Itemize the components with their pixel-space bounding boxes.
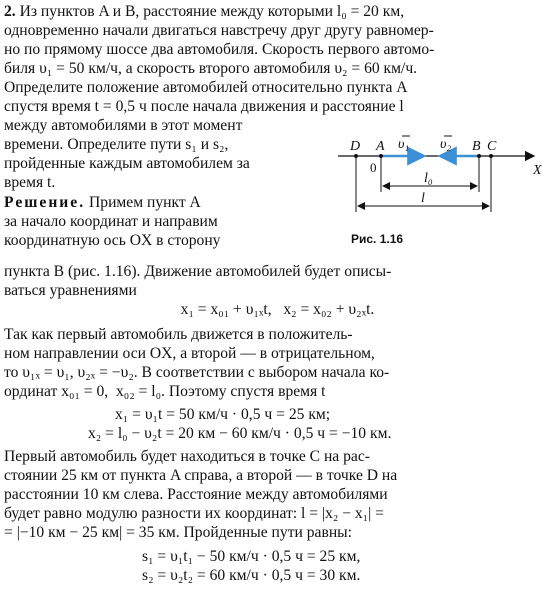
solution-line: ваться уравнениями [4,282,137,299]
label-d: D [350,139,361,154]
equation-motion: x₁ = x₀₁ + υ₁ₓt, x₂ = x₀₂ + υ₂ₓt. [180,301,375,318]
solution-line: пункта B (рис. 1.16). Движение автомобилей будет описы- [4,263,392,280]
solution-line: то υ₁ₓ = υ₁, υ₂ₓ = −υ₂. В соответствии с выбором начала ко- [4,364,390,381]
label-c: C [487,139,497,154]
problem-text: Из пунктов A и B, расстояние между которыми l₀ = 20 км, [19,3,405,20]
problem-line: биля υ₁ = 50 км/ч, а скорость второго автомобиля υ₂ = 60 км/ч. [4,60,418,77]
solution-line: координатную ось OX в сторону [4,232,221,249]
label-zero: 0 [370,160,377,175]
solution-line: ном направлении оси OX, а второй — в отрицательном, [4,345,375,362]
equation-s2: s₂ = υ₂t₂ = 60 км/ч · 0,5 ч = 30 км. [142,567,361,584]
label-x: X [533,163,542,178]
equation-s1: s₁ = υ₁t₁ − 50 км/ч · 0,5 ч = 25 км, [142,548,361,565]
problem-line: времени. Определите пути s₁ и s₂, [4,136,229,153]
label-b: B [472,139,481,154]
figure-diagram [336,134,546,230]
problem-number: 2. [4,3,16,20]
solution-line-1 [4,193,201,212]
label-v2: υ₂ [440,137,452,152]
solution-line: = |−10 км − 25 км| = 35 км. Пройденные пути равны: [4,524,352,541]
solution-line: расстоянии 10 км слева. Расстояние между автомобилями [4,486,388,503]
label-l: l [421,191,425,206]
solution-line: Первый автомобиль будет находиться в точке C на рас- [4,448,370,465]
problem-line: одновременно начали двигаться навстречу друг другу равномер- [4,22,434,39]
label-l0: l₀ [424,171,433,186]
problem-line: спустя время t = 0,5 ч после начала движения и расстояние l [4,98,404,115]
problem-line: пройденные каждым автомобилем за [4,155,250,172]
figure-caption: Рис. 1.16 [351,232,404,246]
problem-line: но по прямому шоссе два автомобиля. Скорость первого автомо- [4,41,435,58]
problem-line: Определите положение автомобилей относительно пункта A [4,79,408,96]
solution-line: ординат x₀₁ = 0, x₀₂ = l₀. Поэтому спустя время t [4,383,326,400]
solution-line: стоянии 25 км от пункта A справа, а второй — в точке D на [4,467,398,484]
solution-line: Так как первый автомобиль движется в положитель- [4,326,353,343]
problem-line-1 [4,2,404,21]
equation-x1: x₁ = υ₁t = 50 км/ч · 0,5 ч = 25 км; [115,406,331,423]
solution-heading: Решение. [4,194,86,211]
equation-x2: x₂ = l₀ − υ₂t = 20 км − 60 км/ч · 0,5 ч = −10 км. [88,425,392,442]
solution-line: будет равно модулю разности их координат: l = |x₂ − x₁| = [4,505,384,522]
solution-line: за начало координат и направим [4,213,218,230]
label-v1: υ₁ [398,137,410,152]
solution-text: Примем пункт A [85,194,201,211]
problem-line: между автомобилями в этот момент [4,117,243,134]
problem-line: время t. [4,174,56,191]
label-a: A [376,139,385,154]
